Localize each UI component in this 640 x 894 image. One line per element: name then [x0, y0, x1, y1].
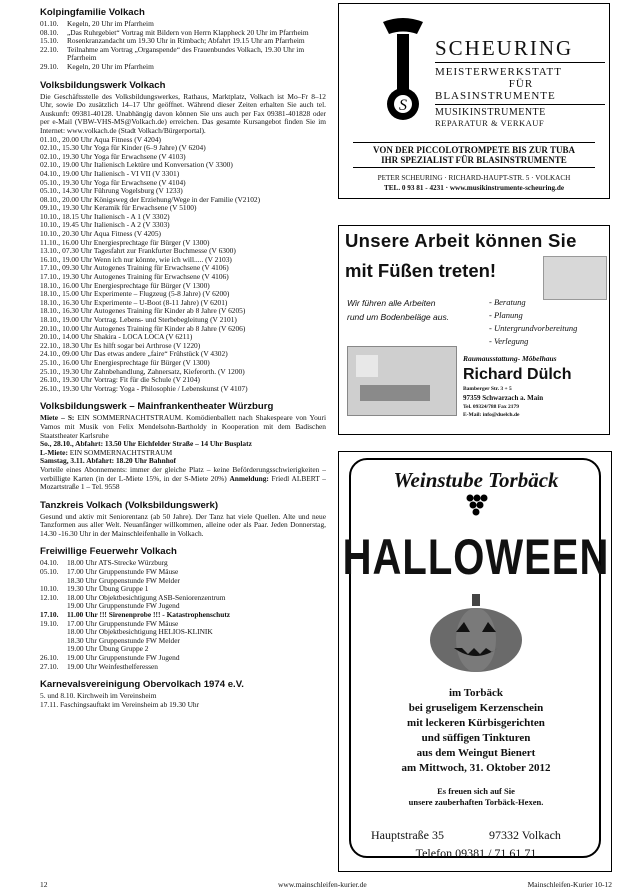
torbaeck-line: und süffigen Tinkturen	[421, 732, 531, 744]
scheuring-line: BLASINSTRUMENTE	[435, 90, 556, 102]
duelch-tel: Tel. 09324/788 Fax 2179	[463, 404, 520, 410]
event-text: 19.00 Uhr Weinfesthelferessen	[67, 661, 159, 671]
vhs-course: 26.10., 19.30 Uhr Vortrag: Yoga - Philosophie / Lebenskunst (V 4107)	[40, 384, 248, 393]
vhs-course: 26.10., 19.30 Uhr Vortrag: Fit für die Schule (V 2104)	[40, 376, 200, 385]
event-text: Kegeln, 20 Uhr im Pfarrheim	[67, 61, 154, 71]
event-text: 18.30 Uhr Gruppenstunde FW Melder	[67, 575, 180, 585]
event-text: 18.00 Uhr Objektbesichtigung ASB-Seniorenzentrum	[67, 592, 226, 602]
duelch-city: 97359 Schwarzach a. Main	[463, 394, 544, 402]
torbaeck-line: aus dem Weingut Bienert	[416, 747, 536, 759]
theater-desc: EIN SOMMERNACHTSTRAUM. Komödienballett nach Shakespeare von Youri Vamos mit Musik von Felix Mendelsohn-Bartholdy in Kooperation mit dem Badischen Staatstheater Karlsruhe	[40, 413, 326, 440]
event-text: 19.00 Uhr Gruppenstunde FW Jugend	[67, 601, 180, 611]
event-text: 19.00 Uhr Übung Gruppe 2	[67, 644, 149, 654]
scheuring-ad	[338, 3, 610, 199]
event-text: Teilnahme am Vortrag „Organspende“ des Frauenbundes Volkach, 19.30 Uhr im Pfarrheim	[67, 44, 305, 63]
vhs-course: 09.10., 19.30 Uhr Keramik für Erwachsene (V 5100)	[40, 204, 197, 213]
vhs-course: 18.10., 16.00 Uhr Energiesprechtage für Bürger (V 1300)	[40, 281, 210, 290]
duelch-name: Richard Dülch	[463, 366, 572, 383]
torbaeck-title: Weinstube Torbäck	[393, 468, 559, 492]
duelch-email: E-Mail: info@duelch.de	[463, 412, 520, 418]
duelch-text: rund um Bodenbeläge aus.	[347, 312, 450, 322]
vhs-course: 11.10., 16.00 Uhr Energiesprechtage für Bürger (V 1300)	[40, 238, 210, 247]
event-text: 18.00 Uhr ATS-Strecke Würzburg	[67, 558, 168, 568]
torbaeck-line: mit leckeren Kürbisgerichten	[407, 717, 545, 729]
scheuring-line: REPARATUR & VERKAUF	[435, 118, 545, 128]
vhs-course: 18.10., 16.30 Uhr Experimente – U-Boot (8-11 Jahre) (V 6201)	[40, 298, 228, 307]
torbaeck-phone: Telefon 09381 / 71 61 71	[415, 846, 537, 860]
vhs-course: 05.10., 19.30 Uhr Yoga für Erwachsene (V 4104)	[40, 178, 186, 187]
event-text: 17.00 Uhr Gruppenstunde FW Mäuse	[67, 618, 179, 628]
event-date: 22.10.	[40, 44, 59, 54]
torbaeck-line: unsere zauberhaften Torbäck-Hexen.	[408, 797, 544, 807]
room-photo	[543, 256, 607, 300]
vhs-course-list	[40, 136, 326, 394]
living-room-photo	[347, 346, 457, 416]
event-date: 04.10.	[40, 558, 59, 568]
vhs-course: 18.10., 19.00 Uhr Vortrag. Lebens- und Sterbebegleitung (V 2101)	[40, 316, 237, 324]
vhs-course: 17.10., 09.30 Uhr Autogenes Training für Erwachsene (V 4106)	[40, 264, 229, 273]
event-date: 29.10.	[40, 61, 59, 71]
vhs-course: 05.10., 14.30 Uhr Führung Vogelsburg (V 1233)	[40, 187, 183, 196]
scheuring-contact: TEL. 0 93 81 - 4231 · www.musikinstrumente-scheuring.de	[383, 184, 565, 192]
vhs-course: 02.10., 15.30 Uhr Yoga für Kinder (6–9 Jahre) (V 6204)	[40, 144, 206, 153]
vhs-course: 10.10., 19.45 Uhr Italienisch - A 2 (V 3303)	[40, 221, 170, 230]
event-date: 12.10.	[40, 592, 59, 602]
service-item: - Beratung	[489, 297, 526, 307]
logo-monogram: S	[399, 97, 407, 114]
tanz-title: Tanzkreis Volkach (Volksbildungswerk)	[40, 499, 219, 511]
scheuring-line: MEISTERWERKSTATT	[435, 66, 562, 78]
theater-text-3	[40, 466, 326, 492]
torbaeck-text	[339, 686, 613, 776]
event-text: Kegeln, 20 Uhr im Pfarrheim	[67, 19, 154, 28]
duelch-ad	[338, 225, 610, 435]
vhs-course: 10.10., 20.30 Uhr Aqua Fitness (V 4205)	[40, 230, 161, 239]
feuerwehr-event	[40, 663, 326, 672]
kolping-event	[40, 46, 326, 63]
event-text: 19.30 Uhr Übung Gruppe 1	[67, 584, 149, 594]
event-date: 17.10.	[40, 610, 59, 620]
tuba-logo-icon	[373, 14, 433, 124]
kolping-list	[40, 20, 326, 72]
event-date: 01.10.	[40, 19, 59, 28]
vhs-course: 02.10., 19.30 Uhr Yoga für Erwachsene (V 4103)	[40, 152, 186, 161]
vhs-course: 20.10., 14.00 Uhr Shakira - LOCA LOCA (V 6211)	[40, 333, 193, 342]
event-date: 08.10.	[40, 27, 59, 37]
event-text: „Das Ruhrgebiet“ Vortrag mit Bildern von Herrn Klappheck 20 Uhr im Pfarrheim	[67, 27, 309, 37]
torbaeck-greeting	[339, 786, 613, 808]
theater-desc: EIN SOMMERNACHTSTRAUM	[67, 447, 173, 457]
torbaeck-line: bei gruseligem Kerzenschein	[408, 702, 544, 714]
halloween-headline: HALLOWEEN	[342, 530, 610, 586]
duelch-headline: Unsere Arbeit können Sie	[345, 230, 577, 251]
service-item: - Verlegung	[489, 336, 529, 346]
vhs-course: 25.10., 19.30 Uhr Zahnbehandlung, Zahnersatz, Kieferorth. (V 1200)	[40, 367, 245, 376]
duelch-headline: mit Füßen treten!	[345, 260, 497, 281]
vhs-course: 16.10., 19.00 Uhr Wenn ich nur könnte, wie ich will..... (V 2103)	[40, 255, 232, 264]
event-date	[40, 637, 67, 646]
scheuring-slogan: VON DER PICCOLOTROMPETE BIS ZUR TUBA	[353, 142, 595, 155]
vhs-course: 13.10., 07.30 Uhr Tagesfahrt zur Frankfurter Buchmesse (V 6300)	[40, 247, 236, 256]
torbaeck-ad	[338, 451, 612, 872]
footer-issue: Mainschleifen-Kurier 10-12	[527, 880, 612, 889]
vhs-course: 08.10., 20.00 Uhr Königsweg der Erziehung/Wege in der Familie (V2102)	[40, 195, 261, 204]
event-date: 10.10.	[40, 584, 59, 594]
grapes-icon	[464, 492, 488, 518]
torbaeck-line: Es freuen sich auf Sie	[437, 786, 515, 796]
event-date: 27.10.	[40, 661, 59, 671]
torbaeck-city: 97332 Volkach	[489, 828, 561, 842]
vhs-course: 22.10., 18.30 Uhr Es hilft sogar bei Arthrose (V 1220)	[40, 341, 201, 350]
scheuring-line: FÜR	[508, 78, 534, 90]
vhs-course: 17.10., 19.30 Uhr Autogenes Training für Erwachsene (V 4106)	[40, 273, 229, 282]
event-date: 05.10.	[40, 567, 59, 577]
vhs-course: 18.10., 15.00 Uhr Experimente – Flugzeug (5-8 Jahre) (V 6200)	[40, 290, 230, 299]
theater-title: Volksbildungswerk – Mainfrankentheater Würzburg	[40, 401, 274, 413]
footer-url[interactable]: www.mainschleifen-kurier.de	[278, 880, 367, 889]
duelch-type: Raumausstattung- Möbelhaus	[463, 354, 557, 363]
theater-departure-1: So., 28.10., Abfahrt: 13.50 Uhr Eichfelder Straße – 14 Uhr Busplatz	[40, 439, 252, 449]
page-number: 12	[40, 880, 48, 889]
scheuring-address: PETER SCHEURING · RICHARD-HAUPT-STR. 5 · VOLKACH	[377, 174, 571, 182]
duelch-street: Bamberger Str. 3 + 5	[463, 386, 512, 392]
kolping-title: Kolpingfamilie Volkach	[40, 7, 145, 18]
tanz-text: Gesund und aktiv mit Seniorentanz (ab 50 Jahre). Der Tanz hat viele Quellen. Alte und neue Tanzformen aus aller Welt. Neuanfänger willkommen, alleine oder als Paar. Jeden Donnerstag, 14.30 -16.30 Uhr in der Mainschleifenhalle in Volkach.	[40, 511, 326, 538]
theater-departure-2: Samstag, 3.11. Abfahrt: 18.20 Uhr Bahnhof	[40, 456, 176, 466]
torbaeck-street: Hauptstraße 35	[371, 828, 444, 842]
vhs-course: 18.10., 16.30 Uhr Autogenes Training für Kinder ab 8 Jahre (V 6205)	[40, 307, 246, 316]
theater-desc: Vorteile eines Abonnements: immer der gleiche Platz – keine Beförderungsschwierigkeiten – verbilligte Karten (in der L-Miete 15%, in der S-Miete 20%)	[40, 464, 326, 483]
vhs-course: 20.10., 10.00 Uhr Autogenes Training für Kinder ab 8 Jahre (V 6206)	[40, 324, 246, 333]
event-text: 19.00 Uhr Gruppenstunde FW Jugend	[67, 653, 180, 662]
vhs-course: 10.10., 18.15 Uhr Italienisch - A 1 (V 3302)	[40, 212, 170, 221]
feuerwehr-title: Freiwillige Feuerwehr Volkach	[40, 546, 177, 558]
kolping-event	[40, 63, 326, 72]
pumpkin-icon	[426, 592, 526, 674]
event-text: Rosenkranzandacht um 19.30 Uhr in Rimbach; Abfahrt 19.15 Uhr am Pfarrheim	[67, 36, 305, 46]
duelch-text: Wir führen alle Arbeiten	[347, 298, 436, 308]
vhs-course: 02.10., 19.00 Uhr Italienisch Lektüre und Konversation (V 3300)	[40, 161, 233, 170]
vhs-course: 04.10., 19.00 Uhr Italienisch - VI VII (V 3301)	[40, 169, 180, 178]
event-date	[40, 628, 67, 637]
feuerwehr-list	[40, 559, 326, 671]
left-column	[40, 4, 326, 709]
torbaeck-line: am Mittwoch, 31. Oktober 2012	[401, 762, 551, 774]
theater-text-1	[40, 414, 326, 440]
event-text: 11.00 Uhr !!! Sirenenprobe !!! - Katastrophenschutz	[67, 610, 231, 620]
vhs-course: 01.10., 20.00 Uhr Aqua Fitness (V 4204)	[40, 135, 161, 144]
event-date: 15.10.	[40, 36, 59, 46]
scheuring-line: MUSIKINSTRUMENTE	[435, 107, 546, 118]
duelch-services	[489, 296, 577, 348]
torbaeck-line: im Torbäck	[448, 687, 504, 699]
service-item: - Untergrundvorbereitung	[489, 323, 578, 333]
theater-label: Anmeldung:	[229, 473, 269, 483]
event-text: 18.00 Uhr Objektbesichtigung HELIOS-KLINIK	[67, 627, 213, 637]
service-item: - Planung	[489, 310, 523, 320]
vhs-course: 25.10., 16.00 Uhr Energiesprechtage für Bürger (V 1300)	[40, 358, 210, 367]
karneval-event: 5. und 8.10. Kirchweih im Vereinsheim	[40, 692, 157, 701]
vhs-course: 24.10., 09.00 Uhr Das etwas andere „faire“ Frühstück (V 4302)	[40, 350, 228, 359]
theater-desc: Friedl ALBERT – Mozartstraße 1 – Tel. 9558	[40, 473, 327, 492]
vhs-title: Volksbildungswerk Volkach	[40, 79, 166, 91]
karneval-title: Karnevalsvereinigung Obervolkach 1974 e.V.	[40, 679, 244, 691]
scheuring-slogan: IHR SPEZIALIST FÜR BLASINSTRUMENTE	[353, 155, 595, 168]
event-text: 18.30 Uhr Gruppenstunde FW Melder	[67, 635, 180, 645]
theater-label: Miete – S:	[40, 413, 75, 423]
event-date: 19.10.	[40, 618, 59, 628]
vhs-intro: Die Geschäftsstelle des Volksbildungswerkes, Rathaus, Marktplatz, Volkach ist Mo–Fr 8–12 Uhr, sowie Do zusätzlich 14–17 Uhr geöffnet. Während dieser Zeiten erhalten Sie auch tel. Auskunft: 09381-40128. Unabhängig davon können Sie uns auch per Fax 09381-401828 oder per e-Mail (VBW-VHS-MS@Volkach.de) erreichen. Das gesamte Kursangebot finden Sie im Internet: www.volkach.de (Stadt Volkach/Bürgerportal).	[40, 91, 326, 135]
event-text: 17.00 Uhr Gruppenstunde FW Mäuse	[67, 567, 179, 577]
karneval-event: 17.11. Faschingsauftakt im Vereinsheim ab 19.30 Uhr	[40, 700, 200, 709]
event-date: 26.10.	[40, 653, 59, 662]
theater-label: L-Miete:	[40, 447, 68, 457]
scheuring-name: SCHEURING	[435, 36, 574, 60]
